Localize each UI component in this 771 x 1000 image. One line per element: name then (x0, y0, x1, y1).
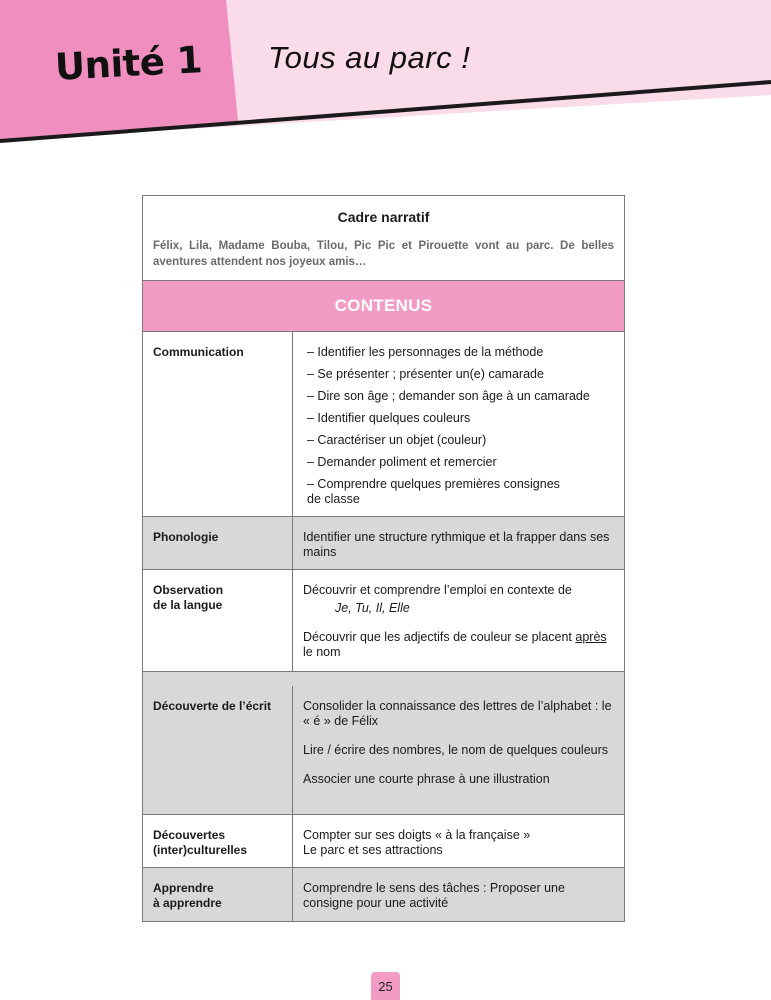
page-number: 25 (371, 972, 400, 1000)
paragraph-text: Découvrir et comprendre l’emploi en contexte de (303, 583, 572, 597)
row-label: Découvertes (inter)culturelles (143, 815, 293, 867)
row-content: Comprendre le sens des tâches : Proposer une consigne pour une activité (303, 881, 565, 910)
paragraph: Associer une courte phrase à une illustration (303, 772, 550, 786)
row-phonologie (143, 517, 624, 570)
row-ecrit (143, 672, 624, 815)
narrative-text: Félix, Lila, Madame Bouba, Tilou, Pic Pic et Pirouette vont au parc. De belles aventures attendent nos joyeux amis… (153, 240, 614, 268)
list-item: – Demander poliment et remercier (307, 455, 497, 469)
row-label: Découverte de l’écrit (143, 686, 293, 814)
row-content (293, 815, 624, 867)
content-line: Le parc et ses attractions (303, 843, 443, 857)
narrative-heading: Cadre narratif (337, 209, 430, 225)
paragraph: Lire / écrire des nombres, le nom de quelques couleurs (303, 743, 609, 757)
paragraph-text: Découvrir que les adjectifs de couleur se placent (303, 630, 572, 644)
contents-heading: CONTENUS (143, 281, 624, 332)
row-content (293, 686, 624, 814)
row-label: Observation de la langue (143, 570, 293, 671)
list-item: – Dire son âge ; demander son âge à un camarade (307, 389, 590, 403)
list-item: – Comprendre quelques premières consignes de classe (307, 477, 560, 506)
content-table (142, 195, 625, 922)
row-apprendre (143, 868, 624, 921)
unit-title: Tous au parc ! (268, 40, 471, 75)
row-content (293, 570, 624, 671)
narrative-section (143, 196, 624, 281)
row-observation (143, 570, 624, 672)
paragraph: Consolider la connaissance des lettres de l’alphabet : le « é » de Félix (303, 699, 612, 728)
row-content (293, 332, 624, 516)
paragraph (303, 630, 614, 660)
row-communication (143, 332, 624, 517)
paragraph-text-end: le nom (303, 645, 341, 659)
unit-label: Unité 1 (53, 38, 204, 89)
row-label: Phonologie (143, 517, 293, 569)
row-label: Apprendre à apprendre (143, 868, 293, 921)
pronouns-text: Je, Tu, Il, Elle (335, 601, 410, 615)
content-line: Compter sur ses doigts « à la française » (303, 828, 531, 842)
row-interculturelles (143, 815, 624, 868)
row-content: Identifier une structure rythmique et la frapper dans ses mains (303, 530, 610, 559)
paragraph (303, 583, 614, 616)
row-label: Communication (143, 332, 293, 516)
list-item: – Caractériser un objet (couleur) (307, 433, 487, 447)
list-item: – Identifier les personnages de la méthode (307, 345, 544, 359)
underlined-word: après (575, 630, 607, 644)
list-item: – Identifier quelques couleurs (307, 411, 471, 425)
header-banner (0, 0, 771, 150)
list-item: – Se présenter ; présenter un(e) camarade (307, 367, 544, 381)
